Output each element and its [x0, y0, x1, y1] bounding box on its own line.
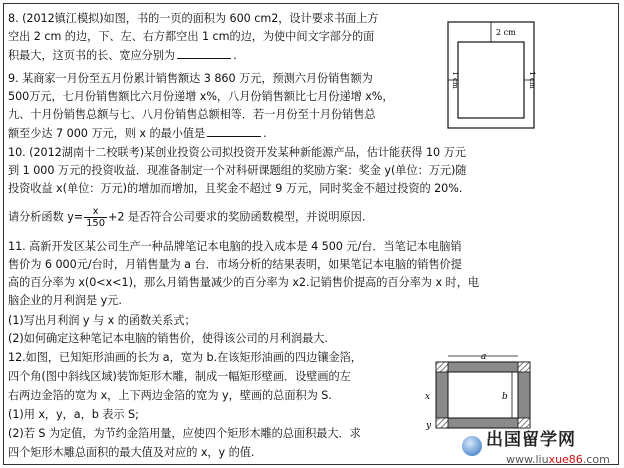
q11-line-6: (2)如何确定这种笔记本电脑的销售价，使得该公司的月利润最大. [8, 332, 328, 345]
q12-line-6: 四个矩形木雕总面积的最大值及对应的 x，y 的值. [8, 446, 255, 459]
fig1-right-label: 1 cm [528, 71, 536, 89]
q9-line-4-text: 额至少达 7 000 万元，则 x 的最小值是 [8, 127, 206, 140]
q12-line-2: 四个角(图中斜线区域)装饰矩形木雕，制成一幅矩形壁画．设壁画的左 [8, 370, 351, 383]
q9-line-2: 500万元，七月份销售额比六月份递增 x%，八月份销售额比七月份递增 x%， [8, 90, 394, 103]
fraction-denominator: 150 [86, 218, 106, 229]
painting-frame-figure [422, 350, 536, 434]
q11-line-5: (1)写出月利润 y 与 x 的函数关系式； [8, 314, 196, 327]
q9-answer-blank [207, 124, 261, 137]
q9-line-4-end: . [263, 127, 267, 140]
watermark-url-c: .com [582, 453, 610, 466]
q8-answer-blank [177, 46, 231, 59]
fig2-left-label: x [425, 392, 431, 402]
fig1-top-label: 2 cm [496, 28, 516, 37]
q8-line-3 [8, 46, 237, 64]
q12-line-1: 12.如图，已知矩形油画的长为 a，宽为 b.在该矩形油画的四边镶金箔， [8, 351, 362, 364]
book-page-figure [444, 20, 540, 132]
fig2-bottom-label: y [426, 421, 432, 431]
q9-line-4 [8, 124, 267, 142]
q10-line-3: 投资收益 x(单位：万元)的增加而增加，且奖金不超过 9 万元，同时奖金不超过投资的 20%. [8, 182, 463, 195]
fig2-right-label: b [502, 392, 508, 402]
q11-line-2: 售价为 6 000元/台时，月销售量为 a 台．市场分析的结果表明，如果笔记本电脑的销售价提 [8, 258, 462, 271]
watermark-url [506, 451, 610, 468]
q11-line-4: 脑企业的月利润是 y元. [8, 294, 122, 307]
corner-carving-top-right [518, 362, 530, 372]
watermark-title: 出国留学网 [486, 430, 576, 450]
fig1-left-label: 1 cm [451, 71, 459, 89]
text-area-rect [458, 42, 524, 118]
q10-line-2: 到 1 000 万元的投资收益．现准备制定一个对科研课题组的奖励方案：奖金 y(单位：万元)随 [8, 164, 467, 177]
q10-line-4-end: +2 是否符合公司要求的奖励函数模型，并说明原因. [108, 210, 366, 224]
watermark-url-a: www.liu [506, 453, 549, 466]
corner-carving-top-left [436, 362, 448, 372]
q10-line-1: 10. (2012湖南十二校联考)某创业投资公司拟投资开发某种新能源产品，估计能获得 10 万元 [8, 146, 466, 159]
q12-line-5: (2)若 S 为定值，为节约金箔用量，应使四个矩形木雕的总面积最大．求 [8, 427, 361, 440]
q11-line-3: 高的百分率为 x(0<x<1)，那么月销售量减少的百分率为 x2.记销售价提高的百分率为 x 时，电 [8, 276, 479, 289]
fraction-x-over-150 [84, 206, 107, 229]
q12-line-4: (1)用 x，y，a，b 表示 S; [8, 408, 139, 421]
q10-line-4 [8, 206, 365, 229]
q8-line-1: 8. (2012镇江模拟)如图，书的一页的面积为 600 cm2，设计要求书面上方 [8, 12, 379, 25]
fraction-numerator: x [84, 206, 107, 218]
q10-line-4-text: 请分析函数 y= [8, 210, 84, 224]
globe-logo-icon [462, 436, 482, 456]
corner-carving-bottom-left [436, 418, 448, 428]
watermark-url-b: xue86 [548, 453, 583, 466]
q9-line-1: 9. 某商家一月份至五月份累计销售额达 3 860 万元，预测六月份销售额为 [8, 72, 373, 85]
q8-line-3-text: 积最大，这页书的长、宽应分别为 [8, 49, 176, 62]
fig2-top-label: a [481, 352, 487, 362]
q9-line-3: 九、十月份销售总额与七、八月份销售总额相等．若一月份至十月份销售总 [8, 108, 376, 121]
q12-line-3: 右两边金箔的宽为 x，上下两边金箔的宽为 y，壁画的总面积为 S. [8, 389, 332, 402]
q8-line-2: 空出 2 cm 的边，下、左、右方都空出 1 cm的边，为使中间文字部分的面 [8, 30, 375, 43]
q11-line-1: 11. 高新开发区某公司生产一种品牌笔记本电脑的投入成本是 4 500 元/台．当笔记本电脑销 [8, 240, 462, 253]
corner-carving-bottom-right [518, 418, 530, 428]
q8-line-3-end: . [233, 49, 237, 62]
